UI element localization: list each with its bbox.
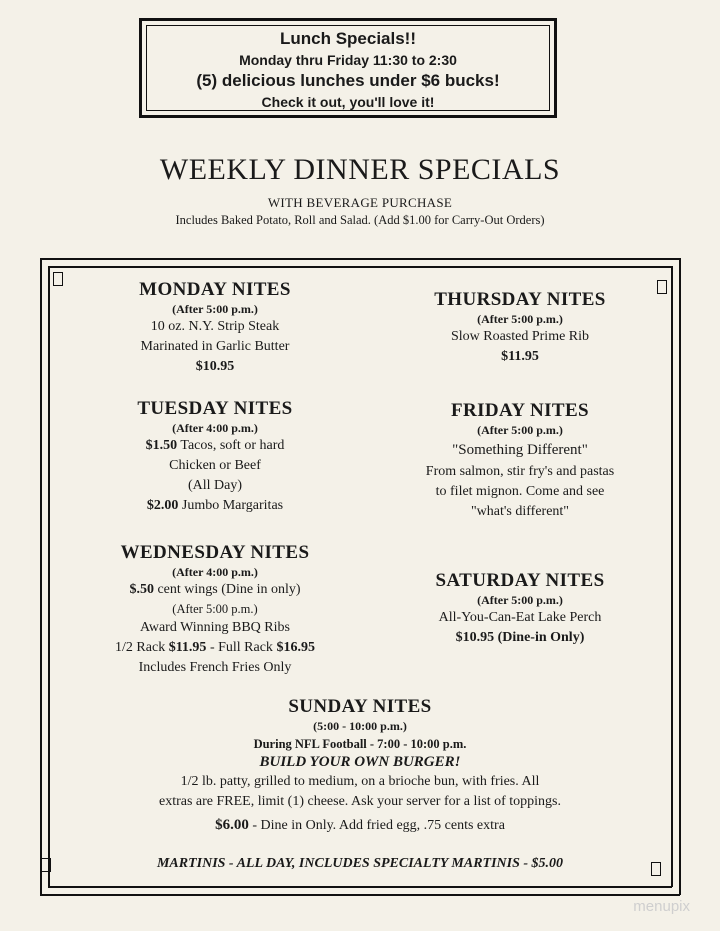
wednesday-full-label: - Full Rack <box>206 640 277 655</box>
friday-line-2: From salmon, stir fry's and pastas <box>425 464 615 479</box>
monday-time: (After 5:00 p.m.) <box>172 302 258 316</box>
wednesday-line-3: Includes French Fries Only <box>138 660 292 675</box>
sunday-line-1: 1/2 lb. patty, grilled to medium, on a brioche bun, with fries. All <box>180 774 540 789</box>
wednesday-special <box>80 542 350 678</box>
wednesday-wings-text: cent wings (Dine in only) <box>153 582 301 597</box>
wednesday-heading: WEDNESDAY NITES <box>120 542 310 563</box>
lunch-hours: Monday thru Friday 11:30 to 2:30 <box>239 52 457 68</box>
sunday-price: $6.00 <box>215 817 249 833</box>
friday-line-1: "Something Different" <box>452 442 588 458</box>
thursday-heading: THURSDAY NITES <box>434 289 606 310</box>
sunday-price-note: - Dine in Only. Add fried egg, .75 cents extra <box>248 818 505 833</box>
sunday-special <box>60 696 660 836</box>
thursday-time: (After 5:00 p.m.) <box>477 312 563 326</box>
saturday-time: (After 5:00 p.m.) <box>477 593 563 607</box>
wednesday-line-1 <box>80 580 350 600</box>
wednesday-wings-price: $.50 <box>129 582 154 597</box>
includes-note: Includes Baked Potato, Roll and Salad. (Add $1.00 for Carry-Out Orders) <box>175 213 545 227</box>
wednesday-time: (After 4:00 p.m.) <box>172 565 258 579</box>
monday-special <box>100 279 330 377</box>
saturday-note: (Dine-in Only) <box>494 630 585 645</box>
sunday-heading: SUNDAY NITES <box>288 696 432 717</box>
wednesday-full-price: $16.95 <box>276 640 315 655</box>
tuesday-line-4 <box>90 496 340 516</box>
monday-line-1: 10 oz. N.Y. Strip Steak <box>150 319 280 334</box>
friday-line-4: "what's different" <box>470 504 570 519</box>
friday-special <box>390 400 650 522</box>
tuesday-taco-price: $1.50 <box>145 438 178 453</box>
wednesday-line-2: Award Winning BBQ Ribs <box>140 620 290 635</box>
tuesday-time: (After 4:00 p.m.) <box>172 421 258 435</box>
tuesday-line-3: (All Day) <box>187 478 243 493</box>
saturday-heading: SATURDAY NITES <box>435 570 605 591</box>
wednesday-half-price: $11.95 <box>168 640 207 655</box>
lunch-specials-box <box>139 18 557 118</box>
monday-heading: MONDAY NITES <box>139 279 291 300</box>
tuesday-line-2: Chicken or Beef <box>169 458 261 473</box>
tuesday-heading: TUESDAY NITES <box>137 398 293 419</box>
saturday-price-line <box>400 628 640 648</box>
beverage-note: WITH BEVERAGE PURCHASE <box>267 195 453 210</box>
saturday-line-1: All-You-Can-Eat Lake Perch <box>438 610 602 625</box>
lunch-title: Lunch Specials!! <box>279 29 417 48</box>
lunch-offer: (5) delicious lunches under $6 bucks! <box>196 71 500 90</box>
wednesday-half-label: 1/2 Rack <box>115 640 169 655</box>
sunday-line-2: extras are FREE, limit (1) cheese. Ask your server for a list of toppings. <box>158 794 561 809</box>
thursday-special <box>400 289 640 367</box>
sunday-line-3 <box>60 815 660 836</box>
tuesday-margarita-price: $2.00 <box>146 498 179 513</box>
martinis-line: MARTINIS - ALL DAY, INCLUDES SPECIALTY MARTINIS - $5.00 <box>156 856 564 871</box>
wednesday-time-2: (After 5:00 p.m.) <box>172 602 258 616</box>
sunday-burger: BUILD YOUR OWN BURGER! <box>259 754 461 770</box>
tuesday-special <box>90 398 340 516</box>
friday-time: (After 5:00 p.m.) <box>477 423 563 437</box>
tuesday-line-1 <box>90 436 340 456</box>
page-title: WEEKLY DINNER SPECIALS <box>159 153 561 186</box>
watermark: menupix <box>633 898 690 915</box>
friday-line-3: to filet mignon. Come and see <box>435 484 605 499</box>
saturday-special <box>400 570 640 648</box>
sunday-nfl: During NFL Football - 7:00 - 10:00 p.m. <box>253 737 467 751</box>
sunday-time: (5:00 - 10:00 p.m.) <box>313 719 407 733</box>
monday-price: $10.95 <box>195 359 235 374</box>
tuesday-taco-text: Tacos, soft or hard <box>177 438 285 453</box>
thursday-price: $11.95 <box>501 349 539 364</box>
wednesday-rack-line <box>80 638 350 658</box>
thursday-line-1: Slow Roasted Prime Rib <box>450 329 590 344</box>
friday-heading: FRIDAY NITES <box>450 400 589 421</box>
lunch-cta: Check it out, you'll love it! <box>261 94 435 110</box>
tuesday-margarita-text: Jumbo Margaritas <box>178 498 284 513</box>
saturday-price: $10.95 <box>455 630 495 645</box>
monday-line-2: Marinated in Garlic Butter <box>140 339 290 354</box>
